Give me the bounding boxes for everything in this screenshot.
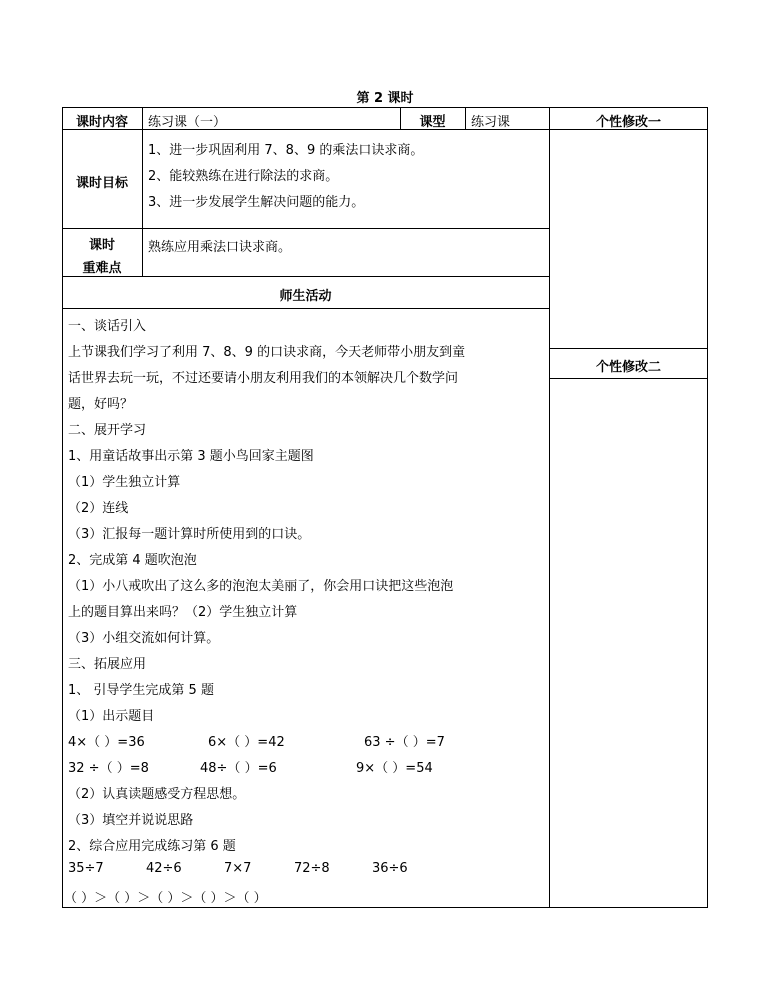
type-label: 课型 bbox=[419, 115, 446, 130]
content-label: 课时内容 bbox=[75, 115, 128, 130]
activity-line: 1、 引导学生完成第 5 题 bbox=[68, 683, 214, 698]
content-value: 练习课（一） bbox=[148, 115, 227, 130]
equation: 9×（ ）=54 bbox=[356, 761, 433, 776]
column-divider bbox=[142, 107, 143, 277]
activity-line: 2、完成第 4 题吹泡泡 bbox=[68, 553, 197, 568]
activity-line: 上节课我们学习了利用 7、8、9 的口诀求商，今天老师带小朋友到童 bbox=[68, 345, 466, 360]
equation: 48÷（ ）=6 bbox=[200, 761, 277, 776]
row-divider bbox=[549, 348, 708, 349]
activity-line: （1）小八戒吹出了这么多的泡泡太美丽了，你会用口诀把这些泡泡 bbox=[68, 579, 454, 594]
revision-two-header: 个性修改二 bbox=[595, 360, 661, 375]
key-points-label-line1: 课时 bbox=[88, 238, 115, 253]
page-title: 第 2 课时 bbox=[356, 91, 414, 106]
equation: 63 ÷（ ）=7 bbox=[364, 735, 445, 750]
activity-line: 1、用童话故事出示第 3 题小鸟回家主题图 bbox=[68, 449, 314, 464]
key-points-label-line2: 重难点 bbox=[82, 261, 122, 276]
row-divider bbox=[62, 308, 549, 309]
activity-line: 话世界去玩一玩，不过还要请小朋友利用我们的本领解决几个数学问 bbox=[68, 371, 459, 386]
row-divider bbox=[62, 276, 549, 277]
activity-line: 一、谈话引入 bbox=[68, 319, 147, 334]
goal-item: 3、进一步发展学生解决问题的能力。 bbox=[148, 195, 365, 210]
activity-line: （3）汇报每一题计算时所使用到的口诀。 bbox=[68, 527, 311, 542]
expression: 7×7 bbox=[224, 861, 252, 876]
activity-line: （1）学生独立计算 bbox=[68, 475, 181, 490]
expression: 72÷8 bbox=[294, 861, 330, 876]
expression: 35÷7 bbox=[68, 861, 104, 876]
table-border-bottom bbox=[62, 907, 708, 908]
table-border-top bbox=[62, 107, 708, 108]
expression: 36÷6 bbox=[372, 861, 408, 876]
activity-line: 2、综合应用完成练习第 6 题 bbox=[68, 839, 236, 854]
equation: 4×（ ）=36 bbox=[68, 735, 145, 750]
activity-line: （2）连线 bbox=[68, 501, 129, 516]
activity-line: 上的题目算出来吗？（2）学生独立计算 bbox=[68, 605, 298, 620]
table-border-right bbox=[707, 107, 708, 908]
goal-item: 1、进一步巩固利用 7、8、9 的乘法口诀求商。 bbox=[148, 143, 424, 158]
activity-line: （2）认真读题感受方程思想。 bbox=[68, 787, 246, 802]
activity-line: 二、展开学习 bbox=[68, 423, 147, 438]
activity-line: 三、拓展应用 bbox=[68, 657, 147, 672]
activity-line: （1）出示题目 bbox=[68, 709, 155, 724]
activity-line: （3）小组交流如何计算。 bbox=[68, 631, 220, 646]
table-border-left bbox=[62, 107, 63, 908]
equation: 32 ÷（ ）=8 bbox=[68, 761, 149, 776]
type-value: 练习课 bbox=[471, 115, 511, 130]
goals-label: 课时目标 bbox=[75, 176, 128, 191]
column-divider bbox=[465, 107, 466, 130]
activity-line: （3）填空并说说思路 bbox=[68, 813, 194, 828]
row-divider bbox=[62, 228, 549, 229]
compare-row: （ ）＞（ ）＞（ ）＞（ ）＞（ ） bbox=[64, 891, 267, 906]
equation: 6×（ ）=42 bbox=[208, 735, 285, 750]
row-divider bbox=[549, 378, 708, 379]
goal-item: 2、能较熟练在进行除法的求商。 bbox=[148, 169, 339, 184]
key-points-value: 熟练应用乘法口诀求商。 bbox=[148, 240, 292, 255]
activities-header: 师生活动 bbox=[279, 289, 332, 304]
revision-one-header: 个性修改一 bbox=[595, 115, 661, 130]
activity-line: 题，好吗？ bbox=[68, 397, 134, 412]
column-divider bbox=[549, 107, 550, 908]
expression: 42÷6 bbox=[146, 861, 182, 876]
